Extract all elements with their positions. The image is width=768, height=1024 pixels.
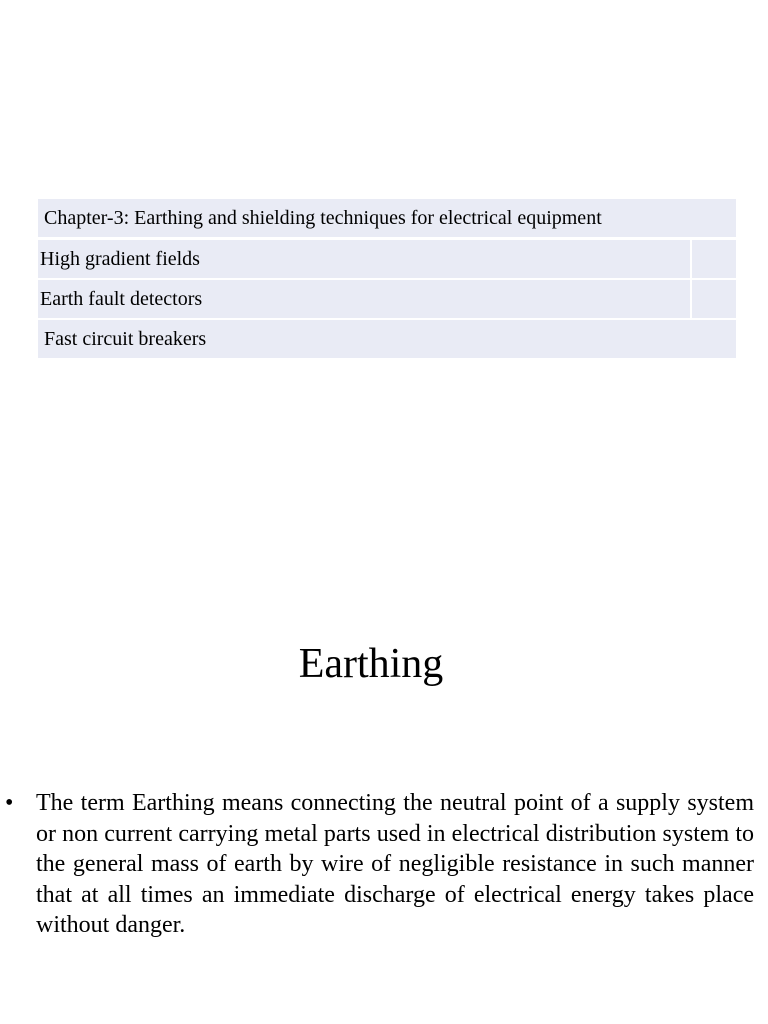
bullet-marker: • [5, 790, 14, 816]
table-cell-topic: Fast circuit breakers [44, 327, 207, 350]
table-row [38, 280, 736, 318]
table-cell-topic: High gradient fields [40, 247, 200, 270]
table-row [38, 240, 736, 278]
table-row [38, 199, 736, 237]
table-cell-topic: Earth fault detectors [40, 287, 203, 310]
table-row [38, 320, 736, 358]
bullet-paragraph: The term Earthing means connecting the neutral point of a supply system or non current carrying metal parts used in electrical distribution system to the general mass of earth by wire of negligible resistance in such manner that at all times an immediate discharge of electrical energy takes place without danger. [36, 790, 754, 938]
table-cell-empty [690, 280, 736, 318]
table-cell-chapter-title: Chapter-3: Earthing and shielding techniques for electrical equipment [44, 206, 602, 229]
table-cell-empty [690, 240, 736, 278]
slide-title: Earthing [298, 641, 444, 687]
